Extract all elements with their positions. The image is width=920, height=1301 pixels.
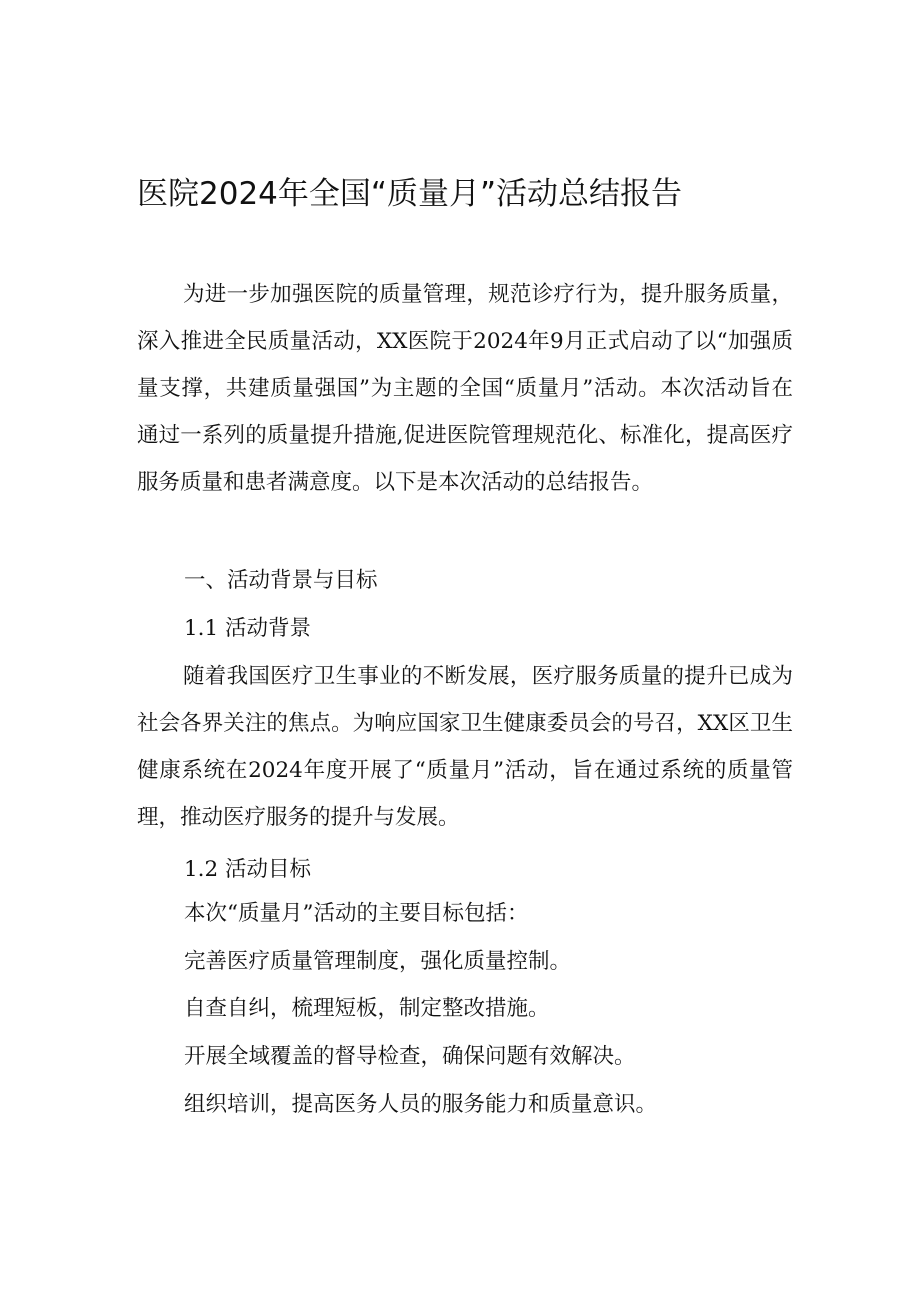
background-paragraph: 随着我国医疗卫生事业的不断发展，医疗服务质量的提升已成为社会各界关注的焦点。为响应国家卫生健康委员会的号召，XX区卫生健康系统在2024年度开展了“质量月”活动，旨在通过系统的质量管理，推动医疗服务的提升与发展。 <box>137 664 793 830</box>
goal-item: 组织培训，提高医务人员的服务能力和质量意识。 <box>184 1092 658 1117</box>
document-title: 医院2024年全国“质量月”活动总结报告 <box>137 176 683 212</box>
subsection-heading-background: 1.1 活动背景 <box>184 616 312 641</box>
subsection-heading-goals: 1.2 活动目标 <box>184 857 312 882</box>
section-heading-background-goals: 一、活动背景与目标 <box>184 568 378 593</box>
intro-paragraph: 为进一步加强医院的质量管理，规范诊疗行为，提升服务质量，深入推进全民质量活动，XX医院于2024年9月正式启动了以“加强质量支撑，共建质量强国”为主题的全国“质量月”活动。本次活动旨在通过一系列的质量提升措施,促进医院管理规范化、标准化，提高医疗服务质量和患者满意度。以下是本次活动的总结报告。 <box>137 282 793 495</box>
goal-item: 开展全域覆盖的督导检查，确保问题有效解决。 <box>184 1044 636 1069</box>
goal-item: 自查自纠，梳理短板，制定整改措施。 <box>184 996 550 1021</box>
goal-item: 完善医疗质量管理制度，强化质量控制。 <box>184 949 572 974</box>
goals-intro-text: 本次“质量月”活动的主要目标包括： <box>184 901 529 926</box>
